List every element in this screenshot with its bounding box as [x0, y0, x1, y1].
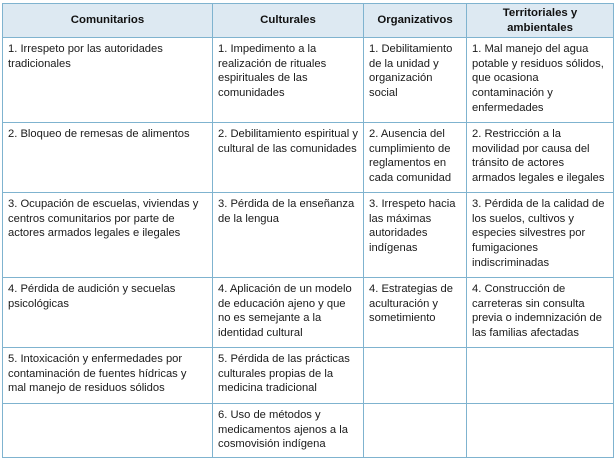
table-cell: 5. Pérdida de las prácticas culturales propias de la medicina tradicional: [213, 348, 364, 404]
table-cell: 2. Ausencia del cumplimiento de reglamentos en cada comunidad: [364, 123, 467, 193]
header-territoriales: Territoriales y ambientales: [467, 4, 614, 38]
header-comunitarios: Comunitarios: [3, 4, 213, 38]
table-cell-empty: [3, 404, 213, 458]
impact-table-container: [2, 3, 613, 458]
table-cell: 4. Estrategias de aculturación y sometimiento: [364, 278, 467, 348]
table-cell-empty: [467, 348, 614, 404]
table-cell: 1. Mal manejo del agua potable y residuos sólidos, que ocasiona contaminación y enfermedades: [467, 38, 614, 123]
table-cell: 3. Pérdida de la calidad de los suelos, cultivos y especies silvestres por fumigaciones indiscriminadas: [467, 193, 614, 278]
table-cell: 4. Aplicación de un modelo de educación ajeno y que no es semejante a la identidad cultural: [213, 278, 364, 348]
header-organizativos: Organizativos: [364, 4, 467, 38]
table-row: [3, 123, 614, 193]
table-cell: 5. Intoxicación y enfermedades por contaminación de fuentes hídricas y mal manejo de residuos sólidos: [3, 348, 213, 404]
table-row: [3, 278, 614, 348]
table-cell-empty: [364, 404, 467, 458]
table-cell: 3. Irrespeto hacia las máximas autoridades indígenas: [364, 193, 467, 278]
table-cell: 1. Debilitamiento de la unidad y organización social: [364, 38, 467, 123]
table-cell: 2. Bloqueo de remesas de alimentos: [3, 123, 213, 193]
table-cell-empty: [364, 348, 467, 404]
table-cell: 3. Ocupación de escuelas, viviendas y centros comunitarios por parte de actores armados legales e ilegales: [3, 193, 213, 278]
table-cell: 1. Impedimento a la realización de rituales espirituales de las comunidades: [213, 38, 364, 123]
table-cell: 1. Irrespeto por las autoridades tradicionales: [3, 38, 213, 123]
table-row: [3, 193, 614, 278]
table-cell: 4. Construcción de carreteras sin consulta previa o indemnización de las familias afectadas: [467, 278, 614, 348]
table-cell: 4. Pérdida de audición y secuelas psicológicas: [3, 278, 213, 348]
table-row: [3, 38, 614, 123]
table-cell: 2. Debilitamiento espiritual y cultural de las comunidades: [213, 123, 364, 193]
impact-table: [2, 3, 614, 458]
table-row: [3, 348, 614, 404]
table-cell: 2. Restricción a la movilidad por causa del tránsito de actores armados legales e ilegales: [467, 123, 614, 193]
header-row: [3, 4, 614, 38]
table-cell: 3. Pérdida de la enseñanza de la lengua: [213, 193, 364, 278]
table-cell-empty: [467, 404, 614, 458]
table-row: [3, 404, 614, 458]
table-cell: 6. Uso de métodos y medicamentos ajenos a la cosmovisión indígena: [213, 404, 364, 458]
header-culturales: Culturales: [213, 4, 364, 38]
